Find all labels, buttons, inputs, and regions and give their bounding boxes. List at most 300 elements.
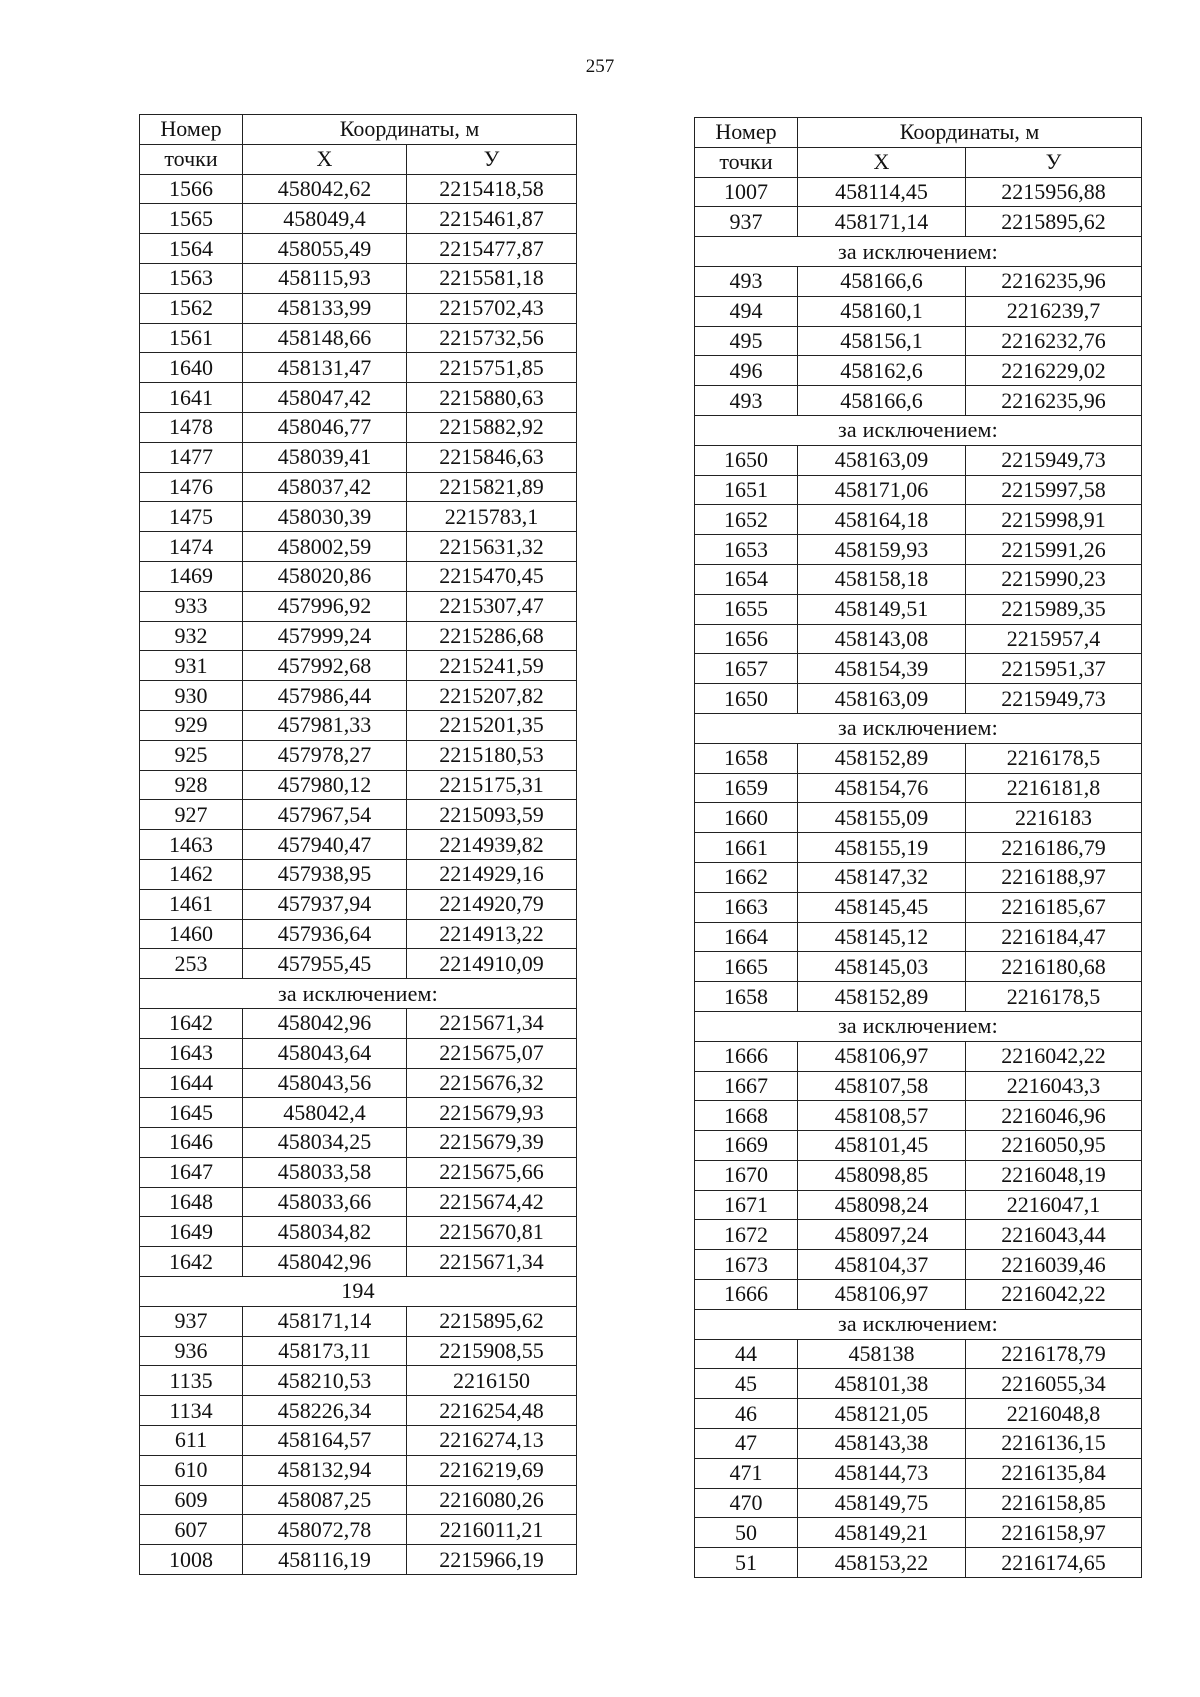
table-row bbox=[140, 1366, 577, 1396]
y-coordinate-cell: 2214929,16 bbox=[407, 859, 577, 889]
y-coordinate-cell: 2215671,34 bbox=[407, 1247, 577, 1277]
y-coordinate-cell: 2215989,35 bbox=[966, 594, 1142, 624]
point-number-cell: 1647 bbox=[140, 1157, 243, 1187]
x-coordinate-cell: 458106,97 bbox=[798, 1041, 966, 1071]
point-number-cell: 1652 bbox=[695, 505, 798, 535]
table-row bbox=[140, 293, 577, 323]
table-row bbox=[140, 412, 577, 442]
point-number-cell: 1654 bbox=[695, 564, 798, 594]
table-row bbox=[140, 1068, 577, 1098]
point-number-cell: 47 bbox=[695, 1429, 798, 1459]
y-coordinate-cell: 2215957,4 bbox=[966, 624, 1142, 654]
y-coordinate-cell: 2215175,31 bbox=[407, 770, 577, 800]
point-number-cell: 1008 bbox=[140, 1545, 243, 1575]
y-coordinate-cell: 2215783,1 bbox=[407, 502, 577, 532]
y-coordinate-cell: 2215201,35 bbox=[407, 710, 577, 740]
y-coordinate-cell: 2216235,96 bbox=[966, 266, 1142, 296]
x-coordinate-cell: 458114,45 bbox=[798, 177, 966, 207]
point-number-cell: 928 bbox=[140, 770, 243, 800]
y-coordinate-cell: 2216186,79 bbox=[966, 833, 1142, 863]
y-coordinate-cell: 2216254,48 bbox=[407, 1396, 577, 1426]
table-row bbox=[140, 383, 577, 413]
point-number-cell: 1646 bbox=[140, 1128, 243, 1158]
table-row bbox=[695, 475, 1142, 505]
y-coordinate-cell: 2216239,7 bbox=[966, 296, 1142, 326]
table-row bbox=[140, 949, 577, 979]
y-coordinate-cell: 2216042,22 bbox=[966, 1280, 1142, 1310]
y-coordinate-cell: 2215991,26 bbox=[966, 535, 1142, 565]
point-number-cell: 494 bbox=[695, 296, 798, 326]
x-coordinate-cell: 458049,4 bbox=[243, 204, 407, 234]
y-coordinate-cell: 2215470,45 bbox=[407, 561, 577, 591]
table-row bbox=[140, 1038, 577, 1068]
table-row bbox=[140, 859, 577, 889]
point-number-cell: 927 bbox=[140, 800, 243, 830]
x-coordinate-cell: 458133,99 bbox=[243, 293, 407, 323]
y-coordinate-cell: 2216219,69 bbox=[407, 1455, 577, 1485]
x-coordinate-cell: 458171,06 bbox=[798, 475, 966, 505]
y-coordinate-cell: 2216039,46 bbox=[966, 1250, 1142, 1280]
point-number-cell: 1650 bbox=[695, 445, 798, 475]
x-coordinate-cell: 458145,03 bbox=[798, 952, 966, 982]
y-coordinate-cell: 2216235,96 bbox=[966, 386, 1142, 416]
point-number-cell: 470 bbox=[695, 1488, 798, 1518]
x-coordinate-cell: 458104,37 bbox=[798, 1250, 966, 1280]
x-coordinate-cell: 458055,49 bbox=[243, 234, 407, 264]
table-row bbox=[695, 356, 1142, 386]
table-row bbox=[140, 1485, 577, 1515]
table-row bbox=[695, 952, 1142, 982]
y-coordinate-cell: 2215951,37 bbox=[966, 654, 1142, 684]
x-coordinate-cell: 458148,66 bbox=[243, 323, 407, 353]
x-coordinate-cell: 458098,24 bbox=[798, 1190, 966, 1220]
table-row bbox=[140, 472, 577, 502]
point-number-cell: 1469 bbox=[140, 561, 243, 591]
table-row bbox=[140, 800, 577, 830]
table-row bbox=[140, 1455, 577, 1485]
point-number-cell: 1668 bbox=[695, 1101, 798, 1131]
x-coordinate-cell: 457936,64 bbox=[243, 919, 407, 949]
x-coordinate-cell: 458042,4 bbox=[243, 1098, 407, 1128]
table-row bbox=[140, 204, 577, 234]
x-coordinate-cell: 458042,62 bbox=[243, 174, 407, 204]
table-row bbox=[695, 1041, 1142, 1071]
y-coordinate-cell: 2216178,5 bbox=[966, 743, 1142, 773]
x-coordinate-cell: 458030,39 bbox=[243, 502, 407, 532]
point-number-cell: 1007 bbox=[695, 177, 798, 207]
table-row bbox=[695, 1250, 1142, 1280]
table-row bbox=[140, 830, 577, 860]
table-row bbox=[140, 1545, 577, 1575]
x-coordinate-cell: 458147,32 bbox=[798, 862, 966, 892]
point-number-cell: 1561 bbox=[140, 323, 243, 353]
section-label: за исключением: bbox=[695, 237, 1142, 267]
y-coordinate-cell: 2216150 bbox=[407, 1366, 577, 1396]
table-row bbox=[695, 1101, 1142, 1131]
table-row bbox=[695, 594, 1142, 624]
y-coordinate-cell: 2216174,65 bbox=[966, 1548, 1142, 1578]
y-coordinate-cell: 2216055,34 bbox=[966, 1369, 1142, 1399]
table-row bbox=[140, 1515, 577, 1545]
table-row bbox=[695, 803, 1142, 833]
x-coordinate-cell: 458155,09 bbox=[798, 803, 966, 833]
x-coordinate-cell: 458162,6 bbox=[798, 356, 966, 386]
x-coordinate-cell: 458166,6 bbox=[798, 266, 966, 296]
table-row bbox=[695, 892, 1142, 922]
y-coordinate-cell: 2215882,92 bbox=[407, 412, 577, 442]
point-number-cell: 496 bbox=[695, 356, 798, 386]
table-row bbox=[695, 326, 1142, 356]
point-number-cell: 493 bbox=[695, 266, 798, 296]
x-coordinate-cell: 458107,58 bbox=[798, 1071, 966, 1101]
table-row bbox=[140, 621, 577, 651]
y-coordinate-cell: 2215461,87 bbox=[407, 204, 577, 234]
table-row bbox=[695, 564, 1142, 594]
y-coordinate-cell: 2216229,02 bbox=[966, 356, 1142, 386]
x-coordinate-cell: 458145,45 bbox=[798, 892, 966, 922]
point-number-cell: 1658 bbox=[695, 743, 798, 773]
table-row bbox=[695, 535, 1142, 565]
x-coordinate-cell: 458158,18 bbox=[798, 564, 966, 594]
x-coordinate-cell: 457967,54 bbox=[243, 800, 407, 830]
table-row bbox=[140, 1098, 577, 1128]
section-label: за исключением: bbox=[695, 1011, 1142, 1041]
y-coordinate-cell: 2216048,8 bbox=[966, 1399, 1142, 1429]
point-number-header-line1: Номер bbox=[695, 118, 798, 148]
x-coordinate-cell: 458164,57 bbox=[243, 1426, 407, 1456]
point-number-cell: 1662 bbox=[695, 862, 798, 892]
x-coordinate-cell: 458171,14 bbox=[798, 207, 966, 237]
x-coordinate-cell: 457980,12 bbox=[243, 770, 407, 800]
table-row bbox=[695, 445, 1142, 475]
point-number-cell: 1564 bbox=[140, 234, 243, 264]
table-row bbox=[695, 505, 1142, 535]
point-number-cell: 1563 bbox=[140, 263, 243, 293]
point-number-cell: 932 bbox=[140, 621, 243, 651]
table-row bbox=[140, 234, 577, 264]
x-coordinate-cell: 458116,19 bbox=[243, 1545, 407, 1575]
header-row bbox=[140, 144, 577, 174]
point-number-header-line2: точки bbox=[140, 144, 243, 174]
point-number-cell: 1664 bbox=[695, 922, 798, 952]
table-row bbox=[695, 207, 1142, 237]
header-row bbox=[695, 147, 1142, 177]
y-coordinate-cell: 2215631,32 bbox=[407, 532, 577, 562]
section-row bbox=[695, 1011, 1142, 1041]
header-row bbox=[140, 115, 577, 145]
x-coordinate-cell: 458115,93 bbox=[243, 263, 407, 293]
y-coordinate-cell: 2215998,91 bbox=[966, 505, 1142, 535]
table-row bbox=[695, 1518, 1142, 1548]
table-row bbox=[140, 889, 577, 919]
x-coordinate-cell: 458020,86 bbox=[243, 561, 407, 591]
y-coordinate-cell: 2216232,76 bbox=[966, 326, 1142, 356]
y-coordinate-cell: 2215675,66 bbox=[407, 1157, 577, 1187]
y-coordinate-cell: 2216274,13 bbox=[407, 1426, 577, 1456]
y-coordinate-cell: 2215207,82 bbox=[407, 681, 577, 711]
point-number-cell: 1657 bbox=[695, 654, 798, 684]
point-number-cell: 1134 bbox=[140, 1396, 243, 1426]
table-row bbox=[695, 922, 1142, 952]
x-coordinate-cell: 458153,22 bbox=[798, 1548, 966, 1578]
y-coordinate-cell: 2216042,22 bbox=[966, 1041, 1142, 1071]
x-coordinate-cell: 458033,58 bbox=[243, 1157, 407, 1187]
table-row bbox=[695, 862, 1142, 892]
table-row bbox=[140, 174, 577, 204]
x-coordinate-cell: 457955,45 bbox=[243, 949, 407, 979]
x-coordinate-cell: 458121,05 bbox=[798, 1399, 966, 1429]
table-row bbox=[140, 1396, 577, 1426]
x-coordinate-cell: 458155,19 bbox=[798, 833, 966, 863]
y-coordinate-cell: 2214939,82 bbox=[407, 830, 577, 860]
point-number-cell: 1659 bbox=[695, 773, 798, 803]
table-row bbox=[140, 442, 577, 472]
y-coordinate-cell: 2216188,97 bbox=[966, 862, 1142, 892]
x-coordinate-cell: 458037,42 bbox=[243, 472, 407, 502]
point-number-cell: 1565 bbox=[140, 204, 243, 234]
y-coordinate-cell: 2216047,1 bbox=[966, 1190, 1142, 1220]
x-coordinate-cell: 458087,25 bbox=[243, 1485, 407, 1515]
point-number-cell: 1566 bbox=[140, 174, 243, 204]
point-number-cell: 51 bbox=[695, 1548, 798, 1578]
y-coordinate-cell: 2215966,19 bbox=[407, 1545, 577, 1575]
point-number-cell: 1640 bbox=[140, 353, 243, 383]
coordinates-header: Координаты, м bbox=[798, 118, 1142, 148]
y-coordinate-cell: 2215675,07 bbox=[407, 1038, 577, 1068]
x-coordinate-cell: 458149,75 bbox=[798, 1488, 966, 1518]
point-number-cell: 1669 bbox=[695, 1131, 798, 1161]
table-row bbox=[695, 386, 1142, 416]
x-coordinate-cell: 458047,42 bbox=[243, 383, 407, 413]
table-row bbox=[140, 770, 577, 800]
x-coordinate-cell: 458043,64 bbox=[243, 1038, 407, 1068]
point-number-cell: 1478 bbox=[140, 412, 243, 442]
x-coordinate-cell: 458143,08 bbox=[798, 624, 966, 654]
table-row bbox=[140, 1247, 577, 1277]
table-row bbox=[140, 651, 577, 681]
y-coordinate-cell: 2215846,63 bbox=[407, 442, 577, 472]
table-row bbox=[140, 710, 577, 740]
x-coordinate-cell: 458156,1 bbox=[798, 326, 966, 356]
section-row bbox=[140, 979, 577, 1009]
y-coordinate-cell: 2216048,19 bbox=[966, 1160, 1142, 1190]
y-coordinate-cell: 2216046,96 bbox=[966, 1101, 1142, 1131]
x-coordinate-cell: 458144,73 bbox=[798, 1458, 966, 1488]
x-coordinate-cell: 457978,27 bbox=[243, 740, 407, 770]
y-coordinate-cell: 2216135,84 bbox=[966, 1458, 1142, 1488]
section-row bbox=[695, 237, 1142, 267]
point-number-cell: 1463 bbox=[140, 830, 243, 860]
y-coordinate-cell: 2215679,93 bbox=[407, 1098, 577, 1128]
x-coordinate-cell: 458132,94 bbox=[243, 1455, 407, 1485]
y-coordinate-cell: 2216050,95 bbox=[966, 1131, 1142, 1161]
y-coordinate-cell: 2214913,22 bbox=[407, 919, 577, 949]
y-coordinate-cell: 2215670,81 bbox=[407, 1217, 577, 1247]
x-coordinate-cell: 458173,11 bbox=[243, 1336, 407, 1366]
point-number-cell: 1656 bbox=[695, 624, 798, 654]
y-coordinate-cell: 2215751,85 bbox=[407, 353, 577, 383]
point-number-cell: 1655 bbox=[695, 594, 798, 624]
y-coordinate-cell: 2216185,67 bbox=[966, 892, 1142, 922]
y-coordinate-cell: 2215307,47 bbox=[407, 591, 577, 621]
y-coordinate-cell: 2216011,21 bbox=[407, 1515, 577, 1545]
x-coordinate-cell: 458039,41 bbox=[243, 442, 407, 472]
x-coordinate-cell: 458154,76 bbox=[798, 773, 966, 803]
x-coordinate-cell: 457938,95 bbox=[243, 859, 407, 889]
table-row bbox=[140, 1157, 577, 1187]
x-coordinate-cell: 458210,53 bbox=[243, 1366, 407, 1396]
point-number-cell: 493 bbox=[695, 386, 798, 416]
point-number-cell: 1642 bbox=[140, 1247, 243, 1277]
table-row bbox=[695, 684, 1142, 714]
table-row bbox=[695, 296, 1142, 326]
coordinates-table-left bbox=[139, 114, 577, 1575]
section-row bbox=[695, 713, 1142, 743]
point-number-cell: 1644 bbox=[140, 1068, 243, 1098]
x-column-header: Х bbox=[243, 144, 407, 174]
point-number-cell: 1474 bbox=[140, 532, 243, 562]
y-coordinate-cell: 2216178,5 bbox=[966, 982, 1142, 1012]
table-row bbox=[140, 740, 577, 770]
y-coordinate-cell: 2215990,23 bbox=[966, 564, 1142, 594]
y-coordinate-cell: 2215676,32 bbox=[407, 1068, 577, 1098]
x-coordinate-cell: 457937,94 bbox=[243, 889, 407, 919]
table-row bbox=[695, 266, 1142, 296]
table-row bbox=[140, 1336, 577, 1366]
point-number-cell: 936 bbox=[140, 1336, 243, 1366]
y-coordinate-cell: 2214910,09 bbox=[407, 949, 577, 979]
point-number-cell: 1649 bbox=[140, 1217, 243, 1247]
coordinates-table-right bbox=[694, 117, 1142, 1578]
y-coordinate-cell: 2215180,53 bbox=[407, 740, 577, 770]
x-coordinate-cell: 458108,57 bbox=[798, 1101, 966, 1131]
x-column-header: Х bbox=[798, 147, 966, 177]
x-coordinate-cell: 458159,93 bbox=[798, 535, 966, 565]
x-coordinate-cell: 457992,68 bbox=[243, 651, 407, 681]
coordinates-header: Координаты, м bbox=[243, 115, 577, 145]
y-column-header: У bbox=[407, 144, 577, 174]
table-row bbox=[695, 177, 1142, 207]
table-row bbox=[140, 1426, 577, 1456]
point-number-cell: 46 bbox=[695, 1399, 798, 1429]
point-number-cell: 607 bbox=[140, 1515, 243, 1545]
table-row bbox=[140, 532, 577, 562]
section-label: за исключением: bbox=[140, 979, 577, 1009]
point-number-cell: 1135 bbox=[140, 1366, 243, 1396]
table-row bbox=[695, 1160, 1142, 1190]
point-number-cell: 931 bbox=[140, 651, 243, 681]
table-row bbox=[695, 833, 1142, 863]
table-row bbox=[140, 919, 577, 949]
y-coordinate-cell: 2215418,58 bbox=[407, 174, 577, 204]
y-coordinate-cell: 2216043,44 bbox=[966, 1220, 1142, 1250]
y-coordinate-cell: 2215679,39 bbox=[407, 1128, 577, 1158]
x-coordinate-cell: 458042,96 bbox=[243, 1008, 407, 1038]
point-number-cell: 471 bbox=[695, 1458, 798, 1488]
y-coordinate-cell: 2215895,62 bbox=[407, 1306, 577, 1336]
point-number-cell: 1475 bbox=[140, 502, 243, 532]
point-number-cell: 1658 bbox=[695, 982, 798, 1012]
y-coordinate-cell: 2215949,73 bbox=[966, 684, 1142, 714]
point-number-cell: 1670 bbox=[695, 1160, 798, 1190]
table-row bbox=[695, 1369, 1142, 1399]
point-number-cell: 1642 bbox=[140, 1008, 243, 1038]
table-row bbox=[695, 624, 1142, 654]
y-coordinate-cell: 2216181,8 bbox=[966, 773, 1142, 803]
table-row bbox=[695, 1548, 1142, 1578]
point-number-cell: 929 bbox=[140, 710, 243, 740]
x-coordinate-cell: 458043,56 bbox=[243, 1068, 407, 1098]
section-row bbox=[140, 1277, 577, 1307]
page-number: 257 bbox=[585, 56, 615, 77]
x-coordinate-cell: 458163,09 bbox=[798, 684, 966, 714]
point-number-cell: 1641 bbox=[140, 383, 243, 413]
table-row bbox=[140, 323, 577, 353]
table-row bbox=[695, 1488, 1142, 1518]
y-coordinate-cell: 2216043,3 bbox=[966, 1071, 1142, 1101]
section-row bbox=[695, 1309, 1142, 1339]
x-coordinate-cell: 458101,38 bbox=[798, 1369, 966, 1399]
y-coordinate-cell: 2215880,63 bbox=[407, 383, 577, 413]
table-row bbox=[695, 1458, 1142, 1488]
x-coordinate-cell: 458042,96 bbox=[243, 1247, 407, 1277]
y-coordinate-cell: 2215702,43 bbox=[407, 293, 577, 323]
point-number-cell: 611 bbox=[140, 1426, 243, 1456]
table-row bbox=[695, 743, 1142, 773]
section-label: за исключением: bbox=[695, 415, 1142, 445]
y-coordinate-cell: 2215732,56 bbox=[407, 323, 577, 353]
x-coordinate-cell: 458097,24 bbox=[798, 1220, 966, 1250]
point-number-cell: 1672 bbox=[695, 1220, 798, 1250]
table-row bbox=[140, 1306, 577, 1336]
table-row bbox=[695, 1220, 1142, 1250]
x-coordinate-cell: 458046,77 bbox=[243, 412, 407, 442]
x-coordinate-cell: 458149,51 bbox=[798, 594, 966, 624]
point-number-cell: 1645 bbox=[140, 1098, 243, 1128]
y-coordinate-cell: 2216158,97 bbox=[966, 1518, 1142, 1548]
point-number-cell: 937 bbox=[140, 1306, 243, 1336]
y-coordinate-cell: 2216080,26 bbox=[407, 1485, 577, 1515]
point-number-cell: 1667 bbox=[695, 1071, 798, 1101]
x-coordinate-cell: 458131,47 bbox=[243, 353, 407, 383]
x-coordinate-cell: 458101,45 bbox=[798, 1131, 966, 1161]
y-coordinate-cell: 2215949,73 bbox=[966, 445, 1142, 475]
x-coordinate-cell: 458138 bbox=[798, 1339, 966, 1369]
point-number-cell: 937 bbox=[695, 207, 798, 237]
point-number-cell: 44 bbox=[695, 1339, 798, 1369]
point-number-cell: 1460 bbox=[140, 919, 243, 949]
table-row bbox=[140, 263, 577, 293]
header-row bbox=[695, 118, 1142, 148]
x-coordinate-cell: 458164,18 bbox=[798, 505, 966, 535]
y-coordinate-cell: 2215286,68 bbox=[407, 621, 577, 651]
point-number-cell: 1665 bbox=[695, 952, 798, 982]
section-label: за исключением: bbox=[695, 1309, 1142, 1339]
y-coordinate-cell: 2215956,88 bbox=[966, 177, 1142, 207]
point-number-cell: 1650 bbox=[695, 684, 798, 714]
table-row bbox=[695, 982, 1142, 1012]
x-coordinate-cell: 458033,66 bbox=[243, 1187, 407, 1217]
point-number-cell: 45 bbox=[695, 1369, 798, 1399]
x-coordinate-cell: 458002,59 bbox=[243, 532, 407, 562]
point-number-cell: 1648 bbox=[140, 1187, 243, 1217]
y-coordinate-cell: 2215093,59 bbox=[407, 800, 577, 830]
point-number-header-line1: Номер bbox=[140, 115, 243, 145]
y-coordinate-cell: 2215671,34 bbox=[407, 1008, 577, 1038]
x-coordinate-cell: 457986,44 bbox=[243, 681, 407, 711]
point-number-cell: 610 bbox=[140, 1455, 243, 1485]
section-label: 194 bbox=[140, 1277, 577, 1307]
